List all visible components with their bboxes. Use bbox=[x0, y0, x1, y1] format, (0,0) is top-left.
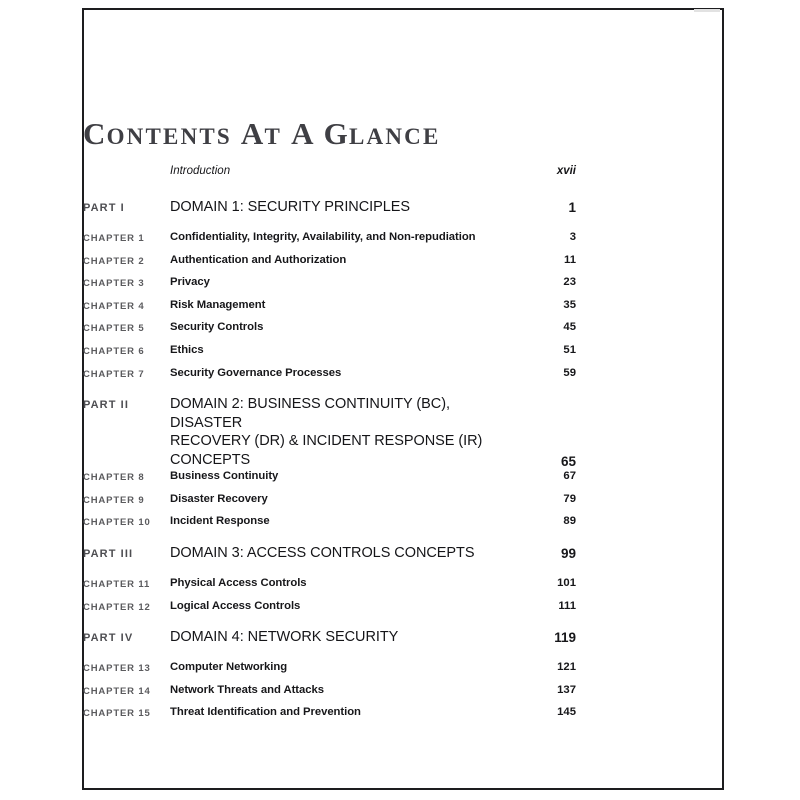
title-smallcaps: T bbox=[264, 123, 283, 149]
toc-page-number: 121 bbox=[557, 661, 576, 674]
toc-page-number: 101 bbox=[557, 576, 576, 589]
toc-entry-title[interactable]: Risk Management bbox=[170, 298, 266, 311]
part-label: PART II bbox=[83, 399, 129, 412]
toc-row-chapter[interactable] bbox=[83, 492, 576, 515]
toc-page-number: 35 bbox=[563, 298, 576, 311]
part-label: PART IV bbox=[83, 632, 134, 645]
chapter-label: CHAPTER 2 bbox=[83, 255, 145, 267]
toc-page-number: 1 bbox=[568, 200, 576, 215]
toc-row-chapter[interactable] bbox=[83, 343, 576, 366]
toc-page-number: 51 bbox=[563, 343, 576, 356]
title-initial-cap: A bbox=[240, 115, 265, 151]
toc-row-chapter[interactable] bbox=[83, 469, 576, 492]
toc-row-chapter[interactable] bbox=[83, 230, 576, 253]
toc-page-number: 137 bbox=[557, 683, 576, 696]
chapter-label: CHAPTER 13 bbox=[83, 663, 151, 675]
toc-row-part[interactable] bbox=[83, 388, 576, 469]
title-smallcaps: LANCE bbox=[348, 123, 441, 149]
toc-row-chapter[interactable] bbox=[83, 683, 576, 706]
toc-page-number: 89 bbox=[563, 515, 576, 528]
title-word bbox=[83, 116, 232, 151]
toc-entry-title[interactable]: Ethics bbox=[170, 343, 204, 356]
toc-page-number: 65 bbox=[560, 454, 576, 470]
toc-page-number: xvii bbox=[556, 165, 576, 177]
toc-row-chapter[interactable] bbox=[83, 275, 576, 298]
toc-entry-title[interactable]: DOMAIN 4: NETWORK SECURITY bbox=[170, 629, 399, 646]
toc-page-number: 59 bbox=[563, 366, 576, 379]
toc-page-number: 11 bbox=[564, 253, 576, 266]
chapter-label: CHAPTER 8 bbox=[83, 472, 145, 484]
chapter-label: CHAPTER 11 bbox=[83, 578, 151, 590]
toc-row-chapter[interactable] bbox=[83, 705, 576, 728]
toc-row-part[interactable] bbox=[83, 621, 576, 660]
toc-entry-title[interactable] bbox=[170, 395, 504, 469]
chapter-label: CHAPTER 3 bbox=[83, 278, 145, 290]
part-label: PART III bbox=[83, 547, 134, 560]
toc-entry-title[interactable]: Security Controls bbox=[170, 321, 264, 334]
toc-row-chapter[interactable] bbox=[83, 366, 576, 389]
toc-entry-title-line: RECOVERY (DR) & INCIDENT RESPONSE (IR) CONCEPTS bbox=[170, 433, 483, 468]
toc-entry-title[interactable]: Network Threats and Attacks bbox=[170, 683, 324, 696]
part-label: PART I bbox=[83, 202, 125, 214]
chapter-label: CHAPTER 9 bbox=[83, 494, 145, 506]
toc-page-number: 23 bbox=[563, 276, 576, 289]
toc-page-number: 45 bbox=[563, 321, 576, 334]
toc-row-chapter[interactable] bbox=[83, 253, 576, 276]
scan-artifact bbox=[694, 9, 720, 12]
toc-row-chapter[interactable] bbox=[83, 298, 576, 321]
toc-entry-title[interactable]: DOMAIN 3: ACCESS CONTROLS CONCEPTS bbox=[170, 544, 475, 561]
toc-entry-title-line: DOMAIN 2: BUSINESS CONTINUITY (BC), DISASTER bbox=[170, 396, 450, 431]
toc-row-chapter[interactable] bbox=[83, 514, 576, 537]
toc-page-number: 119 bbox=[554, 630, 576, 646]
chapter-label: CHAPTER 1 bbox=[83, 233, 145, 244]
toc-entry-title[interactable]: Incident Response bbox=[170, 515, 270, 528]
chapter-label: CHAPTER 10 bbox=[83, 517, 151, 529]
title-smallcaps: ONTENTS bbox=[106, 123, 232, 149]
toc-entry-title[interactable]: Privacy bbox=[170, 276, 210, 289]
chapter-label: CHAPTER 7 bbox=[83, 368, 145, 380]
chapter-label: CHAPTER 6 bbox=[83, 345, 145, 357]
toc-entry-title[interactable]: Threat Identification and Prevention bbox=[170, 706, 361, 719]
toc-row-front[interactable] bbox=[83, 164, 576, 191]
table-of-contents bbox=[83, 164, 576, 728]
toc-entry-title[interactable]: Logical Access Controls bbox=[170, 599, 301, 612]
toc-row-part[interactable] bbox=[83, 191, 576, 230]
toc-row-part[interactable] bbox=[83, 537, 576, 576]
chapter-label: CHAPTER 5 bbox=[83, 323, 145, 335]
toc-row-chapter[interactable] bbox=[83, 576, 576, 599]
toc-page-number: 99 bbox=[560, 545, 576, 561]
toc-page-number: 3 bbox=[569, 231, 576, 243]
title-initial-cap: A bbox=[291, 115, 315, 151]
title-initial-cap: G bbox=[323, 115, 349, 151]
toc-entry-title[interactable]: Physical Access Controls bbox=[170, 576, 307, 589]
toc-entry-title[interactable]: Introduction bbox=[170, 165, 231, 177]
toc-entry-title[interactable]: DOMAIN 1: SECURITY PRINCIPLES bbox=[170, 199, 411, 215]
toc-page-number: 79 bbox=[563, 492, 576, 505]
toc-entry-title[interactable]: Authentication and Authorization bbox=[170, 253, 347, 266]
toc-page-number: 145 bbox=[557, 706, 576, 719]
chapter-label: CHAPTER 12 bbox=[83, 601, 151, 613]
toc-entry-title[interactable]: Computer Networking bbox=[170, 661, 288, 674]
chapter-label: CHAPTER 14 bbox=[83, 685, 151, 697]
title-initial-cap: C bbox=[83, 115, 107, 151]
toc-row-chapter[interactable] bbox=[83, 599, 576, 622]
toc-entry-title[interactable]: Security Governance Processes bbox=[170, 366, 342, 379]
toc-entry-title[interactable]: Confidentiality, Integrity, Availability, and Non-repudiation bbox=[170, 231, 476, 243]
page-title bbox=[83, 117, 441, 154]
toc-page-number: 67 bbox=[563, 470, 576, 483]
title-word bbox=[291, 116, 315, 151]
toc-entry-title[interactable]: Business Continuity bbox=[170, 470, 279, 483]
chapter-label: CHAPTER 15 bbox=[83, 708, 151, 720]
title-word bbox=[324, 116, 441, 151]
toc-row-chapter[interactable] bbox=[83, 320, 576, 343]
title-word bbox=[241, 116, 282, 151]
toc-entry-title[interactable]: Disaster Recovery bbox=[170, 492, 268, 505]
toc-page-number: 111 bbox=[558, 599, 576, 612]
toc-row-chapter[interactable] bbox=[83, 660, 576, 683]
chapter-label: CHAPTER 4 bbox=[83, 300, 145, 312]
